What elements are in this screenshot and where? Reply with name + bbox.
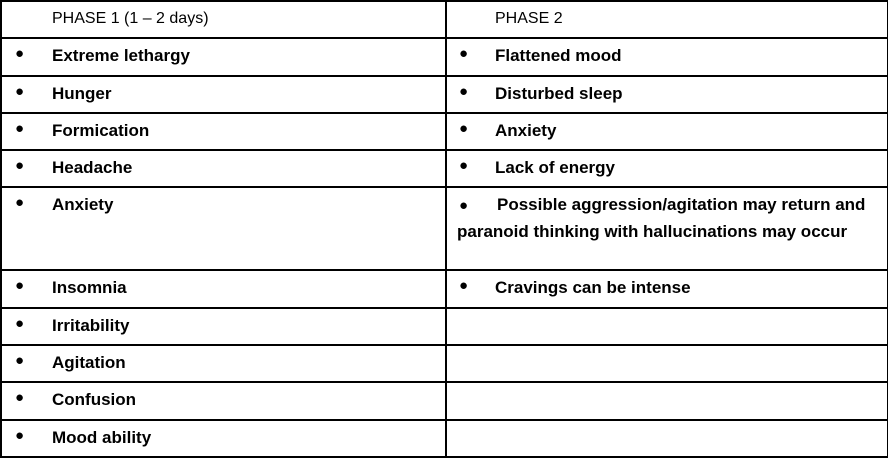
phase1-cell xyxy=(1,113,446,150)
bullet-icon: ● xyxy=(15,119,25,137)
phase2-empty-cell xyxy=(446,382,888,419)
phase2-cell xyxy=(446,113,888,150)
table-row xyxy=(1,38,888,75)
phase1-item: Confusion xyxy=(52,390,137,410)
phase1-cell xyxy=(1,150,446,187)
phase2-header xyxy=(446,1,888,38)
bullet-icon: ● xyxy=(15,157,25,175)
phase1-cell xyxy=(1,38,446,75)
phase1-header-label: PHASE 1 (1 – 2 days) xyxy=(52,10,209,27)
table-row xyxy=(1,420,888,457)
table-row xyxy=(1,270,888,307)
bullet-icon: ● xyxy=(15,426,25,444)
phase1-cell xyxy=(1,382,446,419)
phase2-item: Lack of energy xyxy=(495,158,615,178)
table-row xyxy=(1,150,888,187)
bullet-icon: ● xyxy=(459,82,469,100)
table-row xyxy=(1,308,888,345)
phase1-cell xyxy=(1,270,446,307)
table-row xyxy=(1,113,888,150)
bullet-icon: ● xyxy=(459,119,469,137)
phase1-header xyxy=(1,1,446,38)
bullet-icon: ● xyxy=(15,351,25,369)
table-row xyxy=(1,382,888,419)
phase2-cell xyxy=(446,150,888,187)
phase2-cell xyxy=(446,270,888,307)
table-row xyxy=(1,187,888,270)
phase1-cell xyxy=(1,308,446,345)
bullet-icon: ● xyxy=(15,45,25,63)
phase1-cell xyxy=(1,345,446,382)
header-row xyxy=(1,1,888,38)
bullet-icon: ● xyxy=(459,45,469,63)
phase2-item: Cravings can be intense xyxy=(495,278,691,298)
phase1-item: Insomnia xyxy=(52,278,127,298)
phase2-cell xyxy=(446,38,888,75)
bullet-icon: ● xyxy=(15,277,25,295)
phase1-item: Mood ability xyxy=(52,427,152,447)
bullet-icon: ● xyxy=(15,194,25,212)
bullet-icon: ● xyxy=(15,314,25,332)
bullet-icon: ● xyxy=(15,82,25,100)
bullet-icon: ● xyxy=(459,197,469,215)
table-row xyxy=(1,345,888,382)
table-row xyxy=(1,76,888,113)
phase1-cell xyxy=(1,187,446,270)
phase1-cell xyxy=(1,76,446,113)
phase1-item: Headache xyxy=(52,158,133,178)
phase2-cell xyxy=(446,187,888,270)
phase2-cell xyxy=(446,76,888,113)
phase2-empty-cell xyxy=(446,420,888,457)
phase2-empty-cell xyxy=(446,345,888,382)
phase2-item: Possible aggression/agitation may return and paranoid thinking with hallucinations may occur xyxy=(457,195,866,242)
phase2-empty-cell xyxy=(446,308,888,345)
bullet-icon: ● xyxy=(459,277,469,295)
phase1-item: Agitation xyxy=(52,352,126,372)
phase2-header-label: PHASE 2 xyxy=(495,10,563,27)
phase2-item: Flattened mood xyxy=(495,46,622,66)
phase1-item: Irritability xyxy=(52,315,130,335)
phase2-item: Disturbed sleep xyxy=(495,83,623,103)
phase2-item: Anxiety xyxy=(495,120,557,140)
phase1-cell xyxy=(1,420,446,457)
phase1-item: Extreme lethargy xyxy=(52,46,190,66)
bullet-icon: ● xyxy=(459,157,469,175)
bullet-icon: ● xyxy=(15,389,25,407)
phase1-item: Anxiety xyxy=(52,195,114,215)
phase1-item: Hunger xyxy=(52,83,112,103)
phase1-item: Formication xyxy=(52,120,150,140)
